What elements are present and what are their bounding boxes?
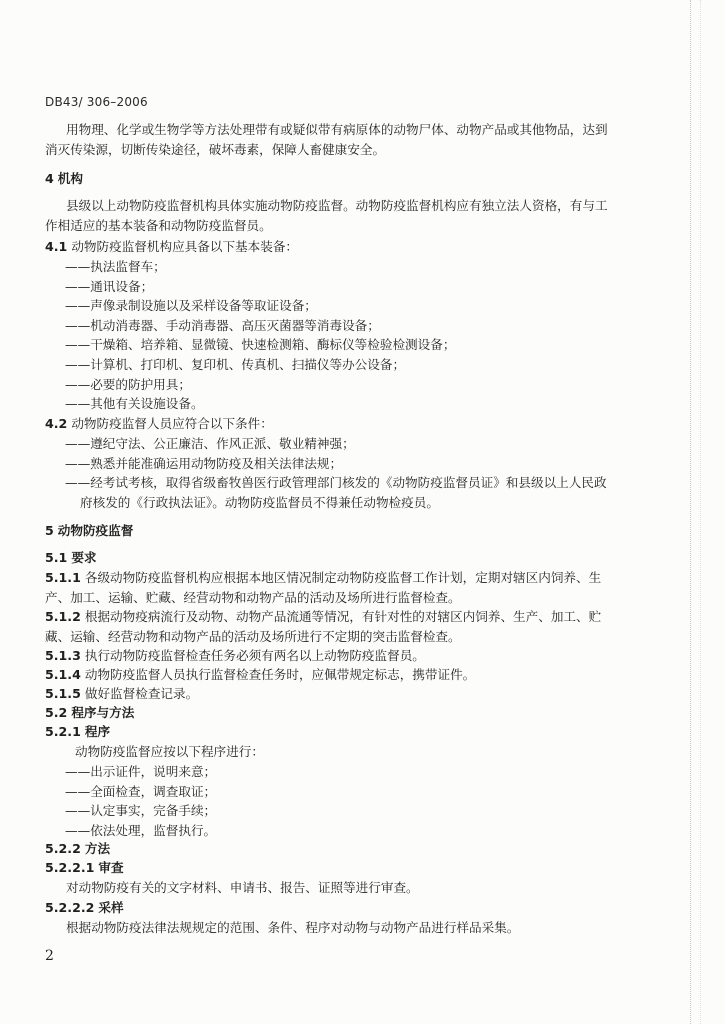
clause-text: 动物防疫监督机构应具备以下基本装备： [71, 239, 298, 254]
list-item: ——声像录制设施以及采样设备等取证设备； [65, 298, 317, 314]
clause-5-2-2-2-heading [45, 898, 615, 918]
intro-paragraph: 用物理、化学或生物学等方法处理带有或疑似带有病原体的动物尸体、动物产品或其他物品，达到消灭传染源，切断传染途径，破坏毒素，保障人畜健康安全。 [45, 122, 608, 157]
list-item: ——机动消毒器、手动消毒器、高压灭菌器等消毒设备； [65, 317, 380, 333]
clause-5-1-4 [45, 665, 615, 685]
clause-4-1-heading [45, 237, 615, 257]
sampling-paragraph: 根据动物防疫法律法规规定的范围、条件、程序对动物与动物产品进行样品采集。 [66, 920, 520, 935]
page-number: 2 [45, 948, 54, 964]
clause-number: 5.1.3 [45, 648, 81, 663]
list-item: ——其他有关设施设备。 [65, 396, 204, 412]
clause-text: 动物防疫监督人员执行监督检查任务时，应佩带规定标志，携带证件。 [84, 667, 476, 682]
list-item: ——必要的防护用具； [65, 376, 191, 392]
clause-number: 5.2.1 [45, 724, 81, 739]
section-4-paragraph: 县级以上动物防疫监督机构具体实施动物防疫监督。动物防疫监督机构应有独立法人资格，有与工作相适应的基本装备和动物防疫监督员。 [45, 198, 608, 233]
scan-edge-mark [690, 0, 691, 1024]
list-item: ——依法处理，监督执行。 [65, 822, 217, 838]
list-item: ——熟悉并能准确运用动物防疫及相关法律法规； [65, 455, 343, 471]
section-5-heading [45, 521, 615, 541]
clause-title: 程序 [84, 724, 111, 739]
clause-5-2-2-heading [45, 839, 615, 859]
procedure-lead: 动物防疫监督应按以下程序进行： [75, 744, 264, 759]
clause-text: 各级动物防疫监督机构应根据本地区情况制定动物防疫监督工作计划，定期对辖区内饲养、生产、加工、运输、贮藏、经营动物和动物产品的活动及场所进行监督检查。 [45, 570, 602, 605]
personnel-conditions-list [65, 434, 615, 512]
clause-text: 执行动物防疫监督检查任务必须有两名以上动物防疫监督员。 [84, 648, 425, 663]
list-item: ——出示证件，说明来意； [65, 764, 217, 779]
clause-number: 5.2 [45, 705, 68, 720]
clause-number: 4.1 [45, 239, 68, 254]
clause-number: 5.1 [45, 550, 68, 565]
section-4-heading [45, 169, 615, 189]
section-number: 4 [45, 171, 54, 186]
clause-number: 5.1.4 [45, 667, 81, 682]
clause-5-1-heading [45, 548, 615, 568]
clause-number: 5.1.2 [45, 609, 81, 624]
list-item: ——计算机、打印机、复印机、传真机、扫描仪等办公设备； [65, 356, 406, 372]
clause-5-1-3 [45, 646, 615, 666]
clause-number: 5.2.2.1 [45, 860, 95, 875]
list-item: ——执法监督车； [65, 259, 166, 274]
section-title: 机构 [57, 171, 83, 186]
section-number: 5 [45, 523, 54, 538]
list-item: ——干燥箱、培养箱、显微镜、快速检测箱、酶标仪等检验检测设备； [65, 337, 456, 353]
clause-5-1-2 [45, 607, 615, 646]
clause-number: 5.1.5 [45, 686, 81, 701]
equipment-list [65, 257, 615, 414]
list-item: ——经考试考核，取得省级畜牧兽医行政管理部门核发的《动物防疫监督员证》和县级以上人民政府核发的《行政执法证》。动物防疫监督员不得兼任动物检疫员。 [65, 475, 607, 510]
clause-5-2-1-heading [45, 722, 615, 742]
clause-5-1-5 [45, 684, 615, 704]
list-item: ——认定事实，完备手续； [65, 803, 217, 819]
clause-title: 程序与方法 [71, 705, 135, 720]
clause-title: 方法 [84, 841, 111, 856]
clause-5-2-heading [45, 703, 615, 723]
clause-title: 审查 [98, 860, 124, 875]
clause-number: 5.2.2 [45, 841, 81, 856]
clause-text: 根据动物疫病流行及动物、动物产品流通等情况，有针对性的对辖区内饲养、生产、加工、贮藏、运输、经营动物和动物产品的活动及场所进行不定期的突击监督检查。 [45, 609, 602, 644]
list-item: ——通讯设备； [65, 278, 154, 294]
clause-title: 要求 [71, 550, 97, 565]
clause-4-2-heading [45, 414, 615, 434]
document-code: DB43/ 306–2006 [45, 95, 148, 109]
review-paragraph: 对动物防疫有关的文字材料、申请书、报告、证照等进行审查。 [66, 880, 419, 895]
section-title: 动物防疫监督 [57, 523, 134, 538]
clause-number: 5.2.2.2 [45, 900, 95, 915]
clause-number: 4.2 [45, 416, 68, 431]
clause-text: 做好监督检查记录。 [84, 686, 199, 701]
clause-text: 动物防疫监督人员应符合以下条件： [71, 416, 273, 431]
clause-title: 采样 [98, 900, 124, 915]
clause-number: 5.1.1 [45, 570, 81, 585]
clause-5-1-1 [45, 568, 615, 607]
list-item: ——遵纪守法、公正廉洁、作风正派、敬业精神强； [65, 436, 355, 451]
procedure-list [65, 762, 615, 840]
clause-5-2-2-1-heading [45, 858, 615, 878]
list-item: ——全面检查，调查取证； [65, 783, 217, 799]
scan-edge-mark [700, 0, 701, 1024]
